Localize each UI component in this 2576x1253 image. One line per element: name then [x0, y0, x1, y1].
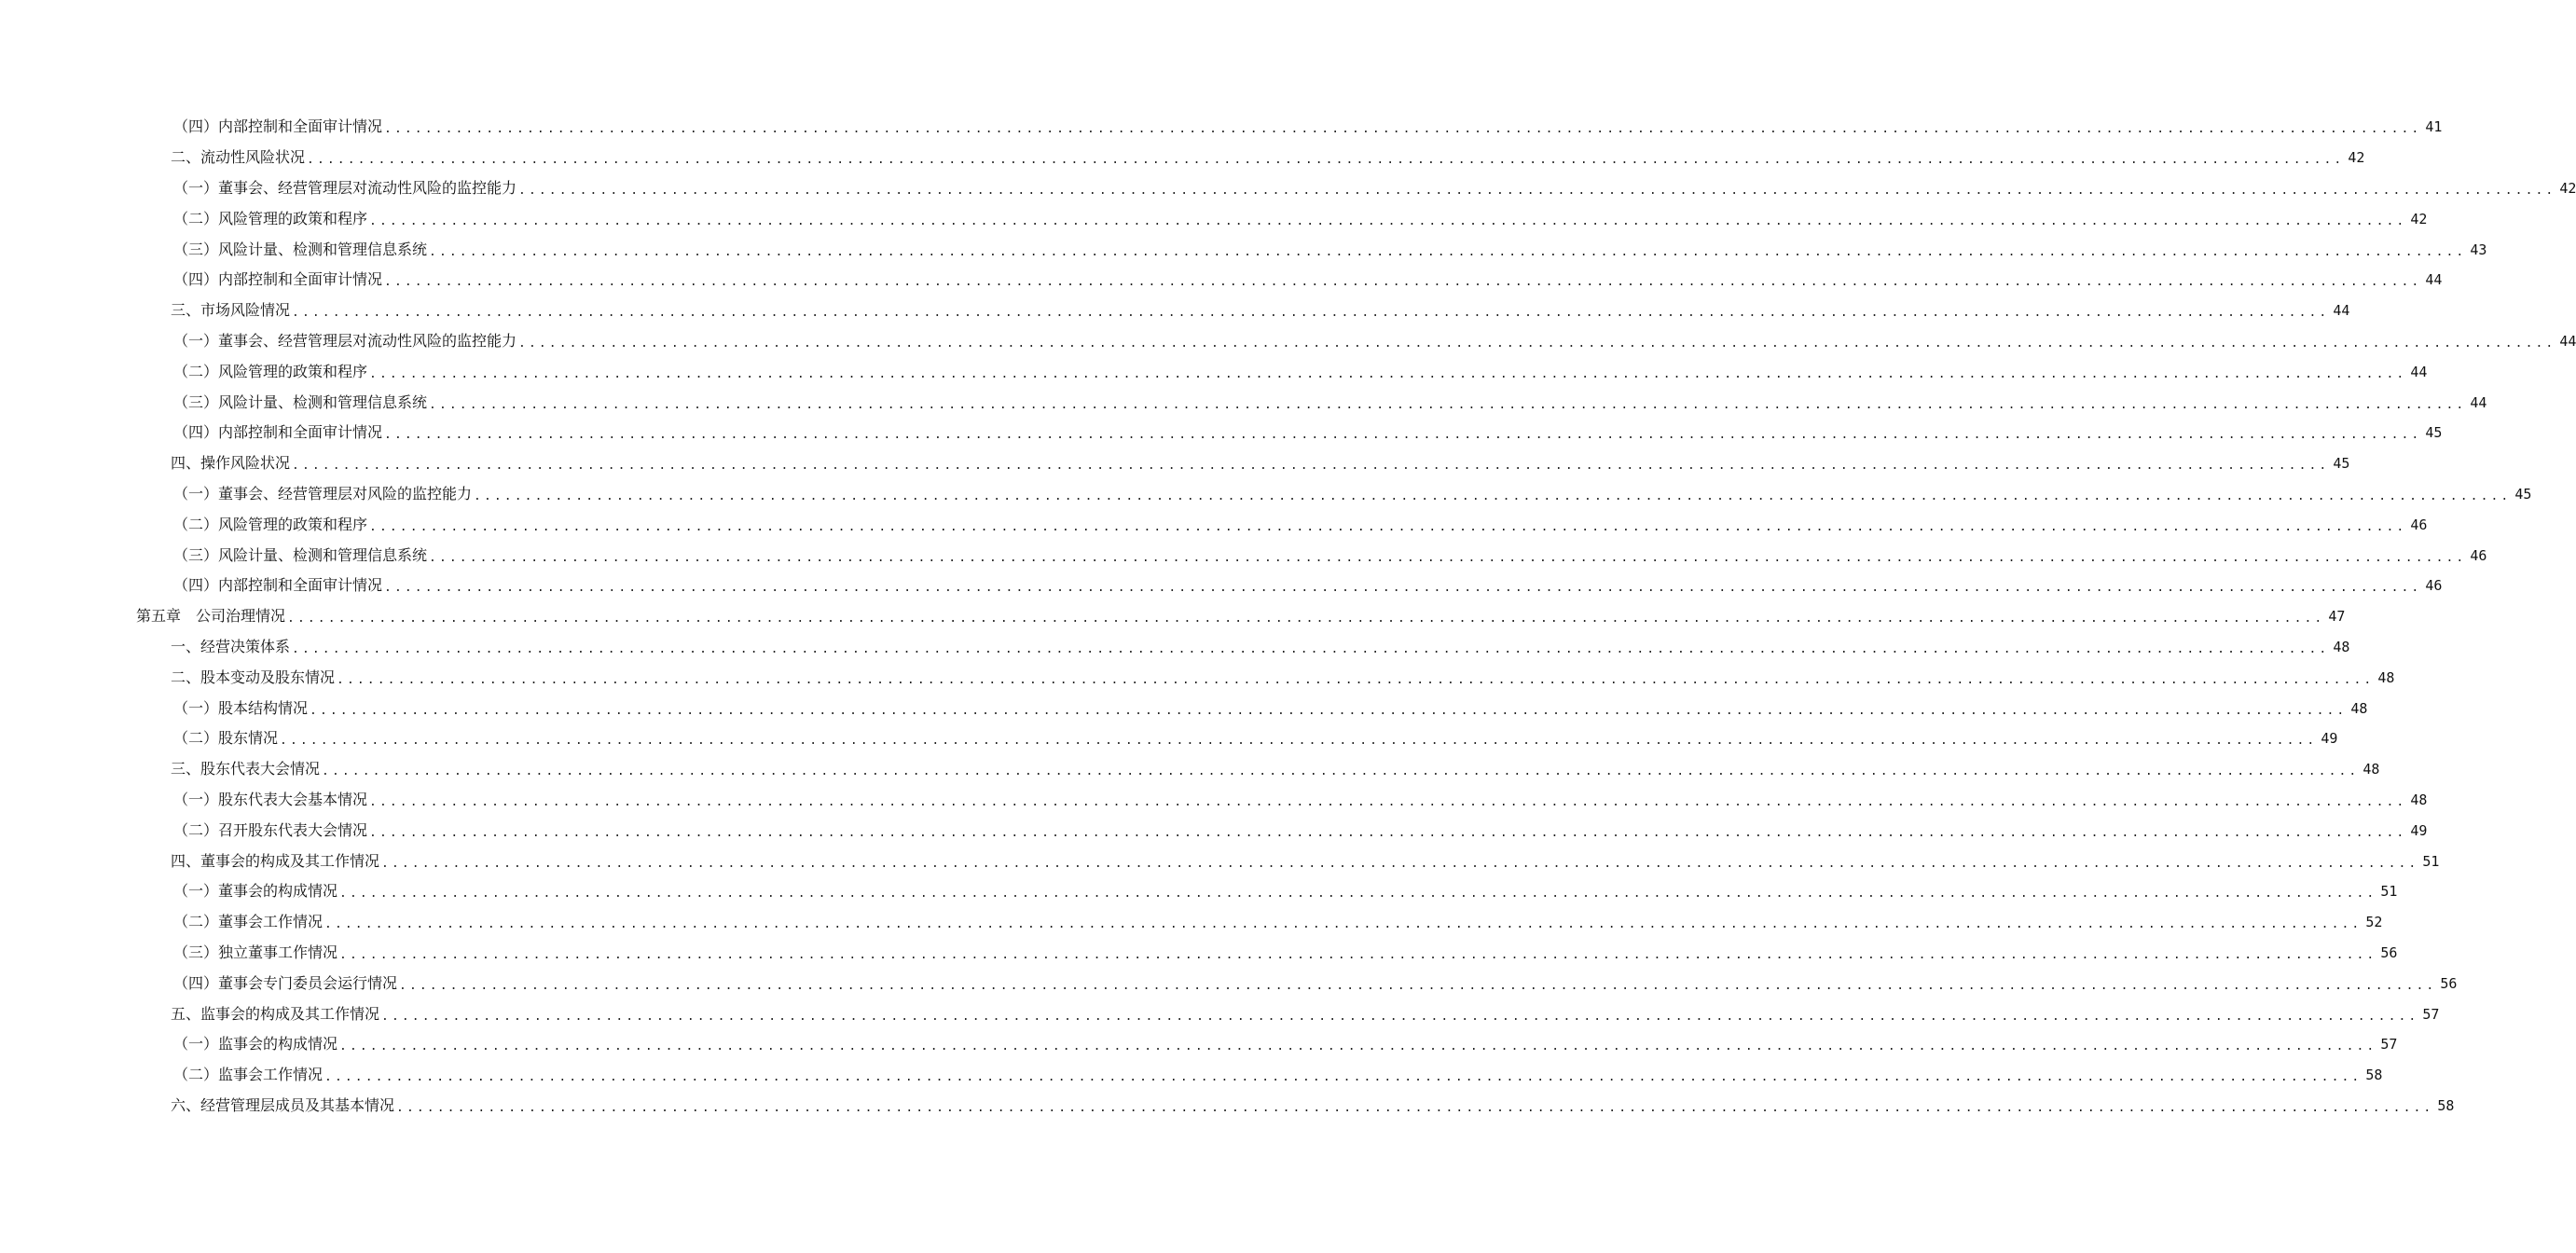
toc-entry[interactable]	[0, 632, 2350, 663]
toc-entry-title: （四）内部控制和全面审计情况	[173, 117, 383, 136]
dot-leader: ........................................................................................................................................................................................................	[429, 244, 2467, 259]
toc-entry-title: （二）股东情况	[173, 729, 279, 748]
toc-entry-page-number: 51	[2422, 852, 2440, 870]
toc-entry[interactable]	[0, 815, 2428, 846]
toc-entry-title: 三、股东代表大会情况	[171, 760, 321, 778]
toc-entry[interactable]	[0, 326, 2576, 357]
toc-entry-title: （三）风险计量、检测和管理信息系统	[173, 240, 428, 258]
toc-entry[interactable]	[0, 448, 2350, 479]
toc-entry-page-number: 41	[2425, 118, 2443, 136]
toc-entry-title: （四）内部控制和全面审计情况	[173, 576, 383, 595]
toc-entry[interactable]	[0, 876, 2398, 907]
toc-entry-page-number: 48	[2377, 668, 2395, 686]
toc-entry-title: 四、操作风险状况	[171, 454, 291, 473]
dot-leader: ........................................................................................................................................................................................................	[280, 734, 2318, 749]
toc-entry[interactable]	[0, 112, 2443, 143]
dot-leader: ........................................................................................................................................................................................................	[518, 336, 2556, 351]
toc-entry[interactable]	[0, 387, 2487, 418]
dot-leader: ........................................................................................................................................................................................................	[339, 1040, 2377, 1054]
toc-entry-title: （一）董事会、经营管理层对风险的监控能力	[173, 484, 473, 503]
toc-entry[interactable]	[0, 754, 2380, 785]
toc-entry-title: （三）风险计量、检测和管理信息系统	[173, 545, 428, 564]
toc-entry[interactable]	[0, 785, 2428, 816]
dot-leader: ........................................................................................................................................................................................................	[474, 489, 2512, 503]
toc-entry[interactable]	[0, 479, 2532, 510]
toc-entry-page-number: 49	[2321, 730, 2338, 748]
toc-entry-page-number: 45	[2333, 455, 2350, 473]
toc-entry[interactable]	[0, 998, 2440, 1029]
toc-entry[interactable]	[0, 265, 2443, 296]
toc-entry-title: 三、市场风险情况	[171, 301, 291, 320]
toc-entry[interactable]	[0, 938, 2398, 969]
toc-entry-page-number: 44	[2333, 302, 2350, 320]
toc-entry-title: 二、流动性风险状况	[171, 148, 306, 167]
toc-entry-page-number: 42	[2559, 179, 2576, 197]
toc-entry-page-number: 45	[2514, 485, 2532, 503]
toc-entry-page-number: 57	[2422, 1005, 2440, 1023]
toc-entry-page-number: 58	[2365, 1067, 2383, 1084]
toc-entry[interactable]	[0, 1029, 2398, 1060]
toc-entry-title: （一）董事会的构成情况	[173, 882, 338, 901]
toc-entry[interactable]	[0, 234, 2487, 265]
toc-entry-page-number: 48	[2333, 638, 2350, 655]
toc-entry[interactable]	[0, 846, 2440, 876]
toc-entry-page-number: 45	[2425, 424, 2443, 442]
dot-leader: ........................................................................................................................................................................................................	[429, 550, 2467, 565]
dot-leader: ........................................................................................................................................................................................................	[324, 917, 2362, 932]
toc-entry-title: （一）董事会、经营管理层对流动性风险的监控能力	[173, 178, 517, 197]
toc-entry-title: 六、经营管理层成员及其基本情况	[171, 1095, 395, 1114]
dot-leader: ........................................................................................................................................................................................................	[339, 887, 2377, 902]
toc-entry-title: （四）内部控制和全面审计情况	[173, 270, 383, 289]
dot-leader: ........................................................................................................................................................................................................	[381, 856, 2419, 871]
dot-leader: ........................................................................................................................................................................................................	[292, 641, 2330, 656]
toc-entry-page-number: 46	[2470, 546, 2487, 564]
dot-leader: ........................................................................................................................................................................................................	[381, 1009, 2419, 1024]
toc-entry-page-number: 43	[2470, 241, 2487, 258]
dot-leader: ........................................................................................................................................................................................................	[518, 183, 2556, 198]
toc-entry-page-number: 56	[2380, 943, 2398, 961]
toc-entry[interactable]	[0, 356, 2428, 387]
toc-entry-title: （二）风险管理的政策和程序	[173, 362, 368, 380]
toc-entry[interactable]	[0, 1060, 2383, 1091]
toc-entry-title: （二）召开股东代表大会情况	[173, 820, 368, 839]
toc-entry-title: 五、监事会的构成及其工作情况	[171, 1004, 380, 1023]
dot-leader: ........................................................................................................................................................................................................	[396, 1100, 2434, 1115]
toc-entry-title: 一、经营决策体系	[171, 637, 291, 655]
toc-entry[interactable]	[0, 907, 2383, 938]
dot-leader: ........................................................................................................................................................................................................	[369, 794, 2407, 809]
dot-leader: ........................................................................................................................................................................................................	[384, 581, 2422, 596]
dot-leader: ........................................................................................................................................................................................................	[429, 397, 2467, 412]
dot-leader: ........................................................................................................................................................................................................	[384, 428, 2422, 443]
toc-entry-page-number: 58	[2437, 1096, 2455, 1114]
toc-entry[interactable]	[0, 540, 2487, 571]
toc-entry-page-number: 42	[2410, 210, 2428, 227]
dot-leader: ........................................................................................................................................................................................................	[337, 672, 2375, 687]
toc-entry-page-number: 51	[2380, 883, 2398, 901]
toc-entry[interactable]	[0, 143, 2365, 173]
toc-entry-title: （二）风险管理的政策和程序	[173, 515, 368, 533]
toc-entry[interactable]	[0, 723, 2338, 754]
toc-entry-page-number: 44	[2410, 363, 2428, 380]
toc-entry-title: （一）监事会的构成情况	[173, 1035, 338, 1053]
toc-entry[interactable]	[0, 418, 2443, 448]
dot-leader: ........................................................................................................................................................................................................	[307, 153, 2345, 168]
dot-leader: ........................................................................................................................................................................................................	[399, 978, 2437, 993]
toc-entry-page-number: 56	[2440, 974, 2458, 992]
toc-entry-title: （一）董事会、经营管理层对流动性风险的监控能力	[173, 331, 517, 350]
dot-leader: ........................................................................................................................................................................................................	[369, 519, 2407, 534]
dot-leader: ........................................................................................................................................................................................................	[369, 213, 2407, 228]
toc-entry-page-number: 48	[2362, 761, 2380, 778]
toc-entry-title: （二）风险管理的政策和程序	[173, 209, 368, 227]
toc-entry-page-number: 42	[2348, 149, 2365, 167]
toc-entry-page-number: 52	[2365, 914, 2383, 931]
toc-entry-page-number: 44	[2559, 332, 2576, 350]
toc-entry-title: （一）股东代表大会基本情况	[173, 790, 368, 808]
dot-leader: ........................................................................................................................................................................................................	[369, 825, 2407, 840]
toc-entry-title: 四、董事会的构成及其工作情况	[171, 851, 380, 870]
dot-leader: ........................................................................................................................................................................................................	[384, 122, 2422, 137]
toc-entry-page-number: 46	[2425, 577, 2443, 595]
toc-entry[interactable]	[0, 601, 2346, 632]
dot-leader: ........................................................................................................................................................................................................	[324, 1070, 2362, 1085]
toc-entry-title: （三）风险计量、检测和管理信息系统	[173, 392, 428, 411]
toc-entry-title: 第五章 公司治理情况	[136, 607, 286, 626]
toc-entry-title: （二）监事会工作情况	[173, 1066, 324, 1084]
toc-entry[interactable]	[0, 968, 2458, 998]
dot-leader: ........................................................................................................................................................................................................	[369, 366, 2407, 381]
toc-entry[interactable]	[0, 203, 2428, 234]
dot-leader: ........................................................................................................................................................................................................	[292, 459, 2330, 474]
toc-entry[interactable]	[0, 571, 2443, 601]
toc-entry[interactable]	[0, 296, 2350, 326]
dot-leader: ........................................................................................................................................................................................................	[287, 612, 2325, 626]
dot-leader: ........................................................................................................................................................................................................	[339, 947, 2377, 962]
toc-entry-title: （四）内部控制和全面审计情况	[173, 423, 383, 442]
toc-entry-title: 二、股本变动及股东情况	[171, 668, 336, 686]
toc-entry-page-number: 44	[2425, 271, 2443, 289]
toc-entry-page-number: 49	[2410, 821, 2428, 839]
toc-entry[interactable]	[0, 509, 2428, 540]
toc-entry-page-number: 46	[2410, 516, 2428, 533]
toc-entry[interactable]	[0, 1091, 2455, 1122]
toc-entry-title: （一）股本结构情况	[173, 698, 309, 717]
toc-entry-page-number: 44	[2470, 393, 2487, 411]
toc-entry[interactable]	[0, 662, 2395, 693]
table-of-contents	[0, 112, 2576, 1121]
toc-entry-title: （二）董事会工作情况	[173, 913, 324, 931]
toc-entry-title: （三）独立董事工作情况	[173, 943, 338, 961]
toc-entry-page-number: 48	[2410, 791, 2428, 808]
dot-leader: ........................................................................................................................................................................................................	[384, 275, 2422, 290]
dot-leader: ........................................................................................................................................................................................................	[292, 306, 2330, 321]
dot-leader: ........................................................................................................................................................................................................	[322, 764, 2360, 779]
toc-entry-page-number: 48	[2350, 699, 2368, 717]
toc-entry-page-number: 57	[2380, 1036, 2398, 1053]
toc-entry-title: （四）董事会专门委员会运行情况	[173, 973, 398, 992]
dot-leader: ........................................................................................................................................................................................................	[310, 703, 2348, 718]
toc-entry[interactable]	[0, 173, 2576, 204]
toc-entry-page-number: 47	[2328, 608, 2346, 626]
toc-entry[interactable]	[0, 693, 2368, 723]
